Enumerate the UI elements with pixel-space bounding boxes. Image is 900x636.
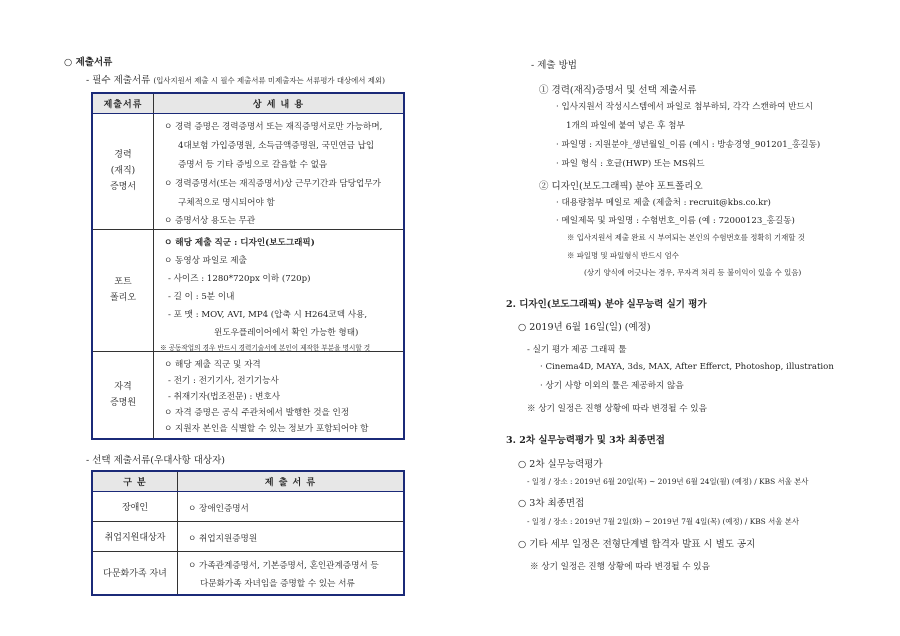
- row-detail-portfolio: [154, 229, 405, 351]
- detail-line: ㅇ 가족관계증명서, 기본증명서, 혼인관계증명서 등: [188, 560, 379, 571]
- required-docs-note: (입사지원서 제출 시 필수 제출서류 미제출자는 서류평가 대상에서 제외): [153, 76, 385, 85]
- detail-line: 구체적으로 명시되어야 함: [178, 197, 275, 208]
- method-title: - 제출 방법: [531, 60, 577, 71]
- detail-line: ㅇ 동영상 파일로 제출: [164, 255, 247, 266]
- detail-line: - 길 이 : 5분 이내: [168, 291, 235, 302]
- row-category-multicultural: 다문화가족 자녀: [92, 551, 178, 595]
- item1-bullet: 1개의 파일에 붙여 넣은 후 첨부: [566, 121, 685, 131]
- detail-line: ㅇ 취업지원증명원: [188, 533, 258, 544]
- row-category-disabled: 장애인: [92, 491, 178, 521]
- section2-tools-title: - 실기 평가 제공 그래픽 툴: [527, 345, 627, 355]
- detail-line: ㅇ 장애인증명서: [188, 503, 249, 514]
- detail-line: ㅇ 경력 증명은 경력증명서 또는 재직증명서로만 가능하며,: [164, 121, 383, 132]
- section2-note: ※ 상기 일정은 진행 상황에 따라 변경될 수 있음: [527, 404, 707, 414]
- optional-docs-title: - 선택 제출서류(우대사항 대상자): [86, 455, 225, 466]
- row-detail-employment-support: [178, 521, 405, 551]
- detail-line: - 사이즈 : 1280*720px 이하 (720p): [168, 273, 311, 284]
- item2-note: ※ 입사지원서 제출 완료 시 부여되는 본인의 수험번호를 정확히 기재할 것: [567, 233, 805, 242]
- row-category-license: 자격 증명원: [92, 351, 154, 439]
- row-detail-multicultural: [178, 551, 405, 595]
- item2-note: ※ 파일명 및 파일형식 반드시 엄수: [567, 251, 679, 260]
- row-category-career: 경력 (재직) 증명서: [92, 113, 154, 229]
- item1-bullet: · 입사지원서 작성시스템에서 파일로 첨부하되, 각각 스캔하여 반드시: [556, 102, 814, 112]
- required-docs-label: - 필수 제출서류: [86, 75, 151, 86]
- section-title: ○ 제출서류: [64, 57, 113, 68]
- row-detail-license: [154, 351, 405, 439]
- item2-bullet: · 메일제목 및 파일명 : 수험번호_이름 (예 : 72000123_홍길동): [556, 216, 795, 226]
- detail-line: ㅇ 증명서상 용도는 무관: [164, 215, 256, 226]
- section3-item: ○ 기타 세부 일정은 전형단계별 합격자 발표 시 별도 공지: [518, 539, 756, 550]
- table-row: [92, 551, 404, 595]
- table1-header-category: 제출서류: [92, 93, 154, 113]
- table-row: [92, 491, 404, 521]
- detail-line: ㅇ 해당 제출 직군 : 디자인(보도그래픽): [164, 237, 315, 248]
- section3-title: 3. 2차 실무능력평가 및 3차 최종면접: [506, 435, 665, 446]
- item1-bullet: · 파일명 : 지원분야_생년월일_이름 (예시 : 방송경영_901201_홍길동): [556, 140, 821, 150]
- detail-line: ㅇ 자격 증명은 공식 주관처에서 발행한 것을 인정: [164, 407, 350, 418]
- section3-schedule: - 일정 / 장소 : 2019년 7월 2일(화) ~ 2019년 7월 4일(목) (예정) / KBS 서울 본사: [527, 517, 799, 526]
- detail-line: - 취재기자(법조전문) : 변호사: [168, 391, 281, 402]
- row-category-employment-support: 취업지원대상자: [92, 521, 178, 551]
- section2-date: ○ 2019년 6월 16일(일) (예정): [518, 322, 651, 333]
- row-category-portfolio: 포트 폴리오: [92, 229, 154, 351]
- detail-note: ※ 공동작업의 경우 반드시 경력기술서에 본인이 제작한 부분을 명시할 것: [160, 343, 371, 352]
- section2-tool-line: · Cinema4D, MAYA, 3ds, MAX, After Efferct, Photoshop, illustration: [540, 362, 834, 372]
- section2-tool-line: · 상기 사항 이외의 툴은 제공하지 않음: [540, 381, 684, 391]
- section2-title: 2. 디자인(보도그래픽) 분야 실무능력 실기 평가: [506, 299, 707, 310]
- detail-line: ㅇ 해당 제출 직군 및 자격: [164, 359, 261, 370]
- detail-line: 증명서 등 기타 증빙으로 갈음할 수 없음: [178, 159, 328, 170]
- detail-line: - 포 맷 : MOV, AVI, MP4 (압축 시 H264코덱 사용,: [168, 309, 368, 320]
- detail-line: - 전기 : 전기기사, 전기기능사: [168, 375, 279, 386]
- detail-line: ㅇ 경력증명서(또는 재직증명서)상 근무기간과 담당업무가: [164, 178, 381, 189]
- section3-item: ○ 2차 실무능력평가: [518, 459, 603, 470]
- table2-header-docs: 제 출 서 류: [178, 471, 405, 491]
- table1-header-detail: 상 세 내 용: [154, 93, 405, 113]
- section3-schedule: - 일정 / 장소 : 2019년 6월 20일(목) ~ 2019년 6월 24일(월) (예정) / KBS 서울 본사: [527, 477, 809, 486]
- detail-line: 윈도우플레이어에서 확인 가능한 형태): [214, 327, 359, 338]
- item2-title: ② 디자인(보도그래픽) 분야 포트폴리오: [539, 181, 703, 192]
- table-row: [92, 351, 404, 439]
- required-docs-title: [86, 72, 385, 86]
- detail-line: 다문화가족 자녀임을 증명할 수 있는 서류: [200, 578, 355, 589]
- detail-line: ㅇ 지원자 본인을 식별할 수 있는 정보가 포함되어야 함: [164, 423, 369, 434]
- table-row: [92, 113, 404, 229]
- table-row: [92, 229, 404, 351]
- item2-bullet: · 대용량첨부 메일로 제출 (제출처 : recruit@kbs.co.kr): [556, 198, 771, 208]
- required-docs-table: [91, 92, 405, 440]
- table2-header-category: 구 분: [92, 471, 178, 491]
- row-detail-disabled: [178, 491, 405, 521]
- item2-note: (상기 양식에 어긋나는 경우, 무자격 처리 등 불이익이 있을 수 있음): [584, 268, 802, 277]
- optional-docs-table: [91, 470, 405, 596]
- table-row: [92, 521, 404, 551]
- row-detail-career: [154, 113, 405, 229]
- detail-line: 4대보험 가입증명원, 소득금액증명원, 국민연금 납입: [178, 140, 375, 151]
- section3-note: ※ 상기 일정은 진행 상황에 따라 변경될 수 있음: [530, 562, 710, 572]
- item1-title: ① 경력(재직)증명서 및 선택 제출서류: [539, 85, 697, 96]
- item1-bullet: · 파일 형식 : 호글(HWP) 또는 MS워드: [556, 159, 705, 169]
- section3-item: ○ 3차 최종면접: [518, 498, 585, 509]
